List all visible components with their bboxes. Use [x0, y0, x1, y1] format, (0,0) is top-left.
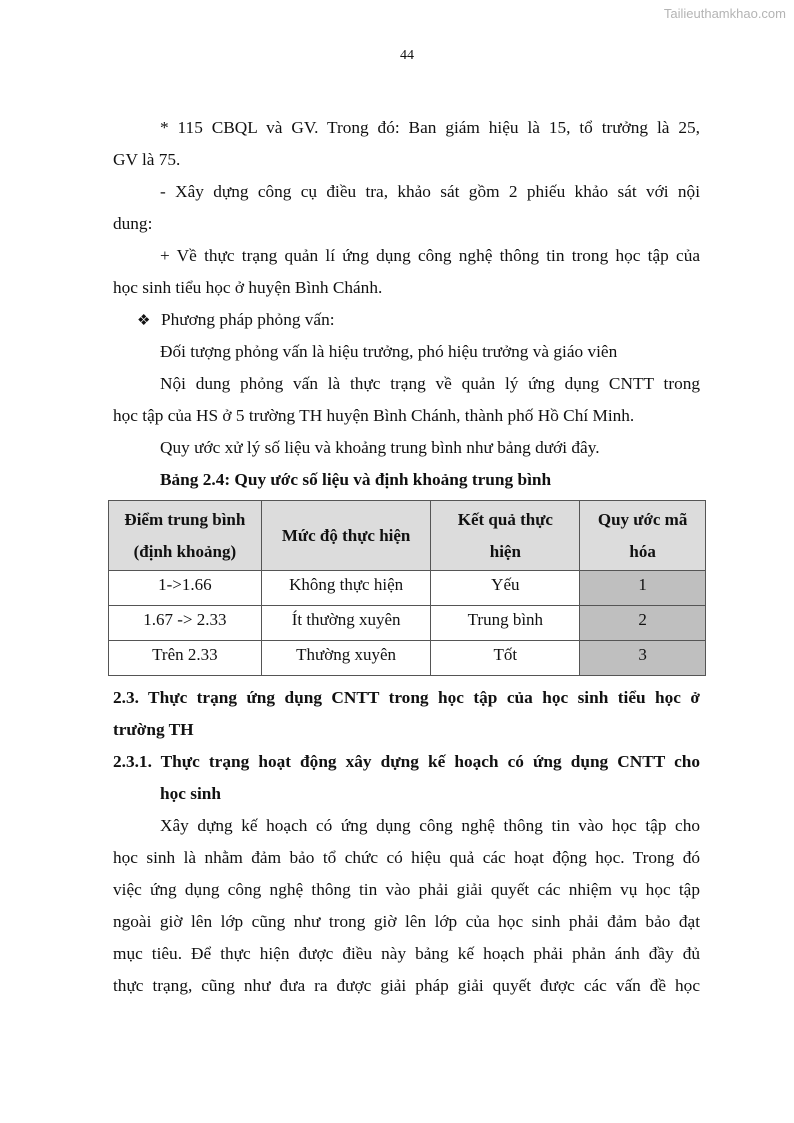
paragraph-line: thực trạng, cũng như đưa ra được giải pháp giải quyết được các vấn đề học — [113, 976, 700, 995]
paragraph-line: mục tiêu. Để thực hiện được điều này bảng kế hoạch phải phản ánh đầy đủ — [113, 944, 700, 963]
paragraph-line: học sinh tiểu học ở huyện Bình Chánh. — [113, 278, 383, 297]
paragraph-line: Quy ước xử lý số liệu và khoảng trung bình như bảng dưới đây. — [160, 438, 600, 457]
paragraph-line: Đối tượng phỏng vấn là hiệu trưởng, phó hiệu trưởng và giáo viên — [160, 342, 618, 361]
table-cell-code: 1 — [580, 571, 706, 606]
table-cell: Không thực hiện — [261, 571, 431, 606]
page-number: 44 — [400, 48, 414, 63]
header-cell: Điểm trung bình (định khoảng) — [109, 501, 262, 571]
subsection-heading: học sinh — [160, 784, 221, 803]
table-cell: Ít thường xuyên — [261, 606, 431, 641]
table-cell: 1.67 -> 2.33 — [109, 606, 262, 641]
paragraph-line: - Xây dựng công cụ điều tra, khảo sát gồm 2 phiếu khảo sát với nội — [160, 182, 700, 201]
paragraph-line: Nội dung phỏng vấn là thực trạng về quản lý ứng dụng CNTT trong — [160, 374, 700, 393]
paragraph-line: dung: — [113, 214, 153, 233]
bullet-item — [137, 310, 724, 331]
table-cell: Trung bình — [431, 606, 580, 641]
paragraph-line: học tập của HS ở 5 trường TH huyện Bình Chánh, thành phố Hồ Chí Minh. — [113, 406, 635, 425]
diamond-bullet-icon: ❖ — [137, 313, 151, 329]
table-cell-code: 3 — [580, 641, 706, 676]
paragraph-line: học sinh là nhằm đảm bảo tổ chức có hiệu quả các hoạt động học. Trong đó — [113, 848, 700, 867]
table-cell: Thường xuyên — [261, 641, 431, 676]
watermark: Tailieuthamkhao.com — [663, 6, 786, 21]
paragraph-line: ngoài giờ lên lớp cũng như trong giờ lên lớp của học sinh phải đảm bảo đạt — [113, 912, 700, 931]
header-cell: Mức độ thực hiện — [261, 501, 431, 571]
table-cell: Yếu — [431, 571, 580, 606]
paragraph-line: + Về thực trạng quản lí ứng dụng công nghệ thông tin trong học tập của — [160, 246, 700, 265]
section-heading: 2.3. Thực trạng ứng dụng CNTT trong học tập của học sinh tiểu học ở — [113, 688, 700, 707]
table-caption: Bảng 2.4: Quy ước số liệu và định khoảng trung bình — [160, 470, 552, 489]
section-heading: trường TH — [113, 720, 194, 739]
table-cell: Trên 2.33 — [109, 641, 262, 676]
table-header-row — [109, 501, 706, 571]
paragraph-line: Xây dựng kế hoạch có ứng dụng công nghệ thông tin vào học tập cho — [160, 816, 700, 835]
conventions-table — [108, 500, 706, 676]
bullet-text: Phương pháp phỏng vấn: — [161, 310, 335, 329]
table-cell: 1->1.66 — [109, 571, 262, 606]
paragraph-line: GV là 75. — [113, 150, 181, 169]
paragraph-line: việc ứng dụng công nghệ thông tin vào phải giải quyết các nhiệm vụ học tập — [113, 880, 700, 899]
table-row — [109, 641, 706, 676]
table-row — [109, 571, 706, 606]
table-cell: Tốt — [431, 641, 580, 676]
header-cell: Quy ước mã hóa — [580, 501, 706, 571]
header-cell: Kết quả thực hiện — [431, 501, 580, 571]
paragraph-line: * 115 CBQL và GV. Trong đó: Ban giám hiệu là 15, tổ trưởng là 25, — [160, 118, 700, 137]
table-row — [109, 606, 706, 641]
table-cell-code: 2 — [580, 606, 706, 641]
subsection-heading: 2.3.1. Thực trạng hoạt động xây dựng kế hoạch có ứng dụng CNTT cho — [113, 752, 700, 771]
